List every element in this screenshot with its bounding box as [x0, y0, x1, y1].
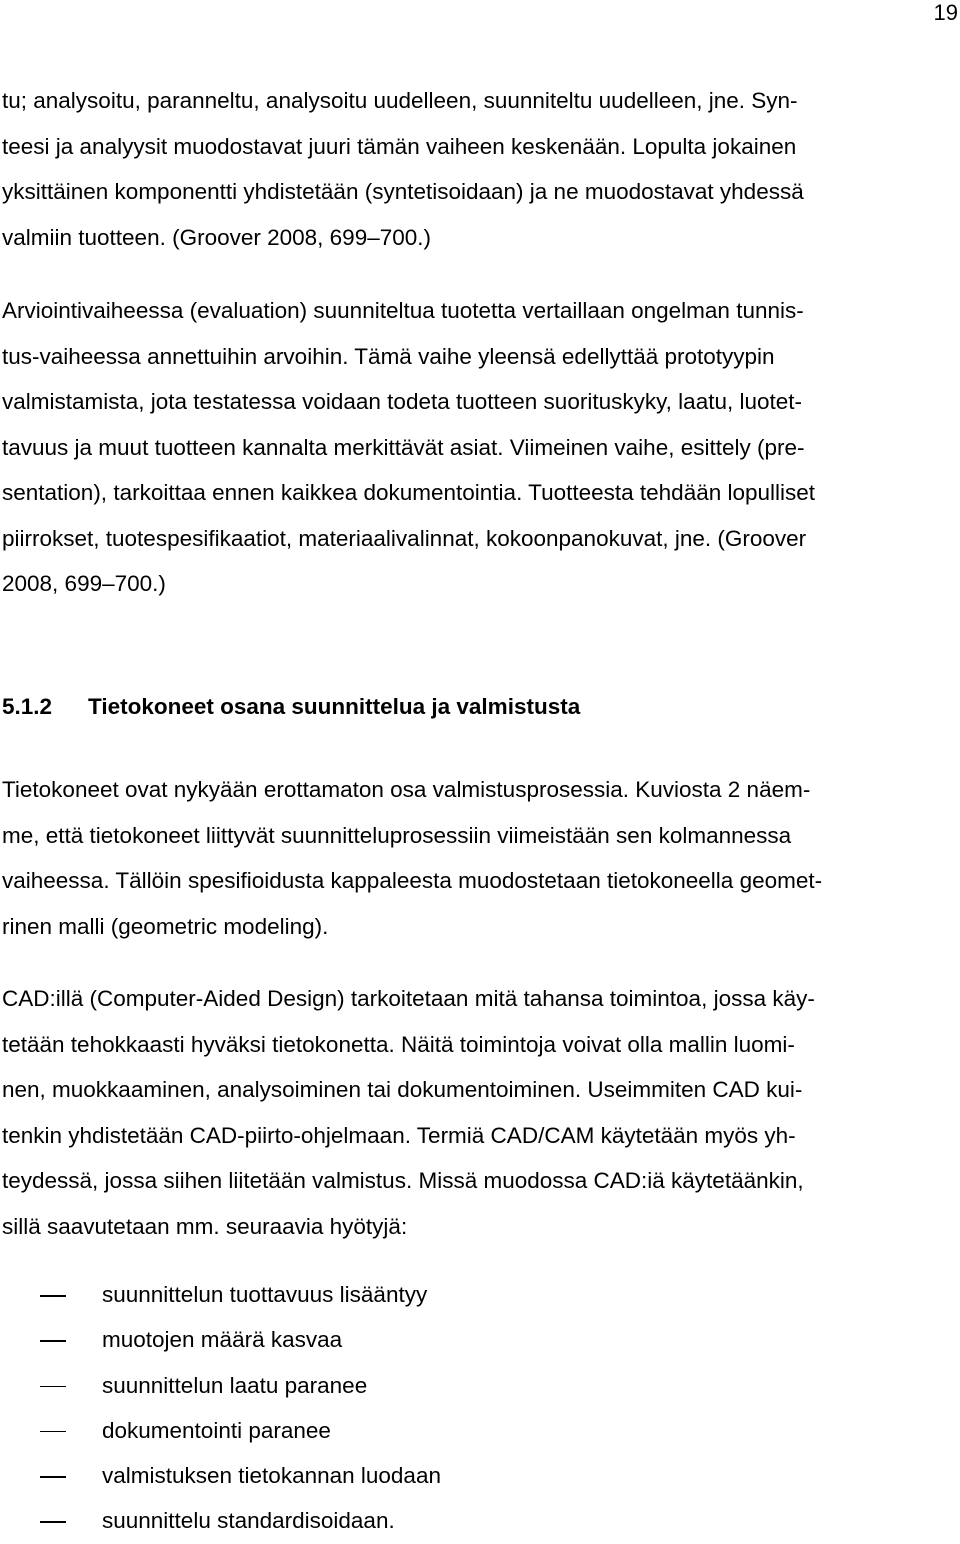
list-item-text: muotojen määrä kasvaa — [102, 1327, 343, 1353]
list-item — [0, 1453, 441, 1498]
dash-bullet-icon — [40, 1476, 66, 1478]
benefits-list — [0, 1272, 441, 1544]
list-item — [0, 1408, 441, 1453]
dash-bullet-icon — [40, 1431, 66, 1433]
dash-bullet-icon — [40, 1340, 66, 1342]
list-item-text: suunnittelu standardisoidaan. — [102, 1508, 395, 1534]
paragraph-synthesis: tu; analysoitu, paranneltu, analysoitu uudelleen, suunniteltu uudelleen, jne. Syn- teesi ja analyysit muodostavat juuri tämän vaiheen keskenään. Lopulta jokainen yksittäinen komponentti yhdistetään (syntetisoidaan) ja ne muodostavat yhdessä valmiin tuotteen. (Groover 2008, 699–700.) — [2, 88, 804, 250]
list-item — [0, 1363, 441, 1408]
list-item-text: suunnittelun laatu paranee — [102, 1372, 368, 1398]
list-item — [0, 1498, 441, 1543]
paragraph-cad: CAD:illä (Computer-Aided Design) tarkoitetaan mitä tahansa toimintoa, jossa käy- tetään tehokkaasti hyväksi tietokonetta. Näitä toimintoja voivat olla mallin luomi- nen, muokkaaminen, analysoiminen tai dokumentoiminen. Useimmiten CAD kui- tenkin yhdistetään CAD-piirto-ohjelmaan. Termiä CAD/CAM käytetään myös yh- teydessä, jossa siihen liitetään valmistus. Missä muodossa CAD:iä käytetäänkin, sillä saavutetaan mm. seuraavia hyötyjä: — [2, 986, 815, 1239]
list-item-text: dokumentointi paranee — [102, 1417, 331, 1443]
list-item — [0, 1272, 441, 1317]
section-heading — [2, 684, 580, 729]
dash-bullet-icon — [40, 1521, 66, 1523]
section-title: Tietokoneet osana suunnittelua ja valmistusta — [88, 694, 581, 719]
list-item-text: valmistuksen tietokannan luodaan — [102, 1463, 441, 1489]
paragraph-evaluation: Arviointivaiheessa (evaluation) suunniteltua tuotetta vertaillaan ongelman tunnis- tus-vaiheessa annettuihin arvoihin. Tämä vaihe yleensä edellyttää prototyypin valmistamista, jota testatessa voidaan todeta tuotteen suorituskyky, laatu, luotet- tavuus ja muut tuotteen kannalta merkittävät asiat. Viimeinen vaihe, esittely (pre- sentation), tarkoittaa ennen kaikkea dokumentointia. Tuotteesta tehdään lopulliset piirrokset, tuotespesifikaatiot, materiaalivalinnat, kokoonpanokuvat, jne. (Groover 2008, 699–700.) — [2, 298, 816, 596]
list-item — [0, 1317, 441, 1362]
section-number: 5.1.2 — [2, 694, 53, 719]
list-item-text: suunnittelun tuottavuus lisääntyy — [102, 1282, 428, 1307]
paragraph-computers: Tietokoneet ovat nykyään erottamaton osa valmistusprosessia. Kuviosta 2 näem- me, että tietokoneet liittyvät suunnitteluprosessiin viimeistään sen kolmannessa vaiheessa. Tällöin spesifioidusta kappaleesta muodostetaan tietokoneella geomet- rinen malli (geometric modeling). — [2, 777, 823, 939]
page-number: 19 — [933, 0, 958, 25]
dash-bullet-icon — [40, 1295, 66, 1297]
dash-bullet-icon — [40, 1386, 66, 1388]
